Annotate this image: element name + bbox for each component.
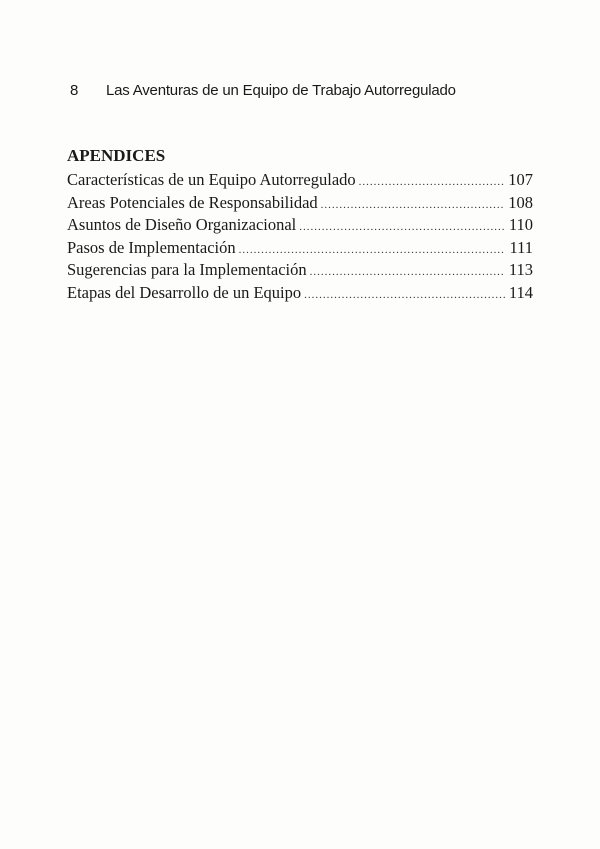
toc-entry-title: Etapas del Desarrollo de un Equipo xyxy=(67,282,302,302)
dot-leader xyxy=(321,194,505,217)
toc-entry xyxy=(67,169,533,192)
toc-entry xyxy=(67,237,533,260)
appendices-heading: APENDICES xyxy=(67,146,166,165)
toc-entry-page: 111 xyxy=(509,237,533,257)
toc-entry-page: 107 xyxy=(508,170,533,189)
toc-entry-page: 114 xyxy=(508,282,533,302)
dot-leader xyxy=(310,261,505,284)
toc-entry-title: Características de un Equipo Autorregulado xyxy=(67,170,356,189)
toc-entry xyxy=(67,259,533,282)
toc-entry-title: Areas Potenciales de Responsabilidad xyxy=(67,192,318,212)
dot-leader xyxy=(299,216,505,239)
toc-entry xyxy=(67,214,533,237)
appendices-toc xyxy=(67,169,533,304)
toc-entry-title: Sugerencias para la Implementación xyxy=(67,260,307,279)
toc-entry-title: Pasos de Implementación xyxy=(67,237,236,257)
running-header xyxy=(70,82,456,99)
page-number: 8 xyxy=(70,82,79,99)
dot-leader xyxy=(304,284,505,307)
toc-entry-page: 108 xyxy=(508,192,533,212)
appendices-section xyxy=(67,146,533,304)
dot-leader xyxy=(239,239,505,262)
running-title: Las Aventuras de un Equipo de Trabajo Autorregulado xyxy=(106,82,456,99)
dot-leader xyxy=(359,171,505,194)
toc-entry xyxy=(67,282,533,305)
toc-entry-page: 113 xyxy=(508,260,533,279)
toc-entry-title: Asuntos de Diseño Organizacional xyxy=(67,215,297,234)
toc-entry-page: 110 xyxy=(508,215,533,234)
toc-entry xyxy=(67,192,533,215)
